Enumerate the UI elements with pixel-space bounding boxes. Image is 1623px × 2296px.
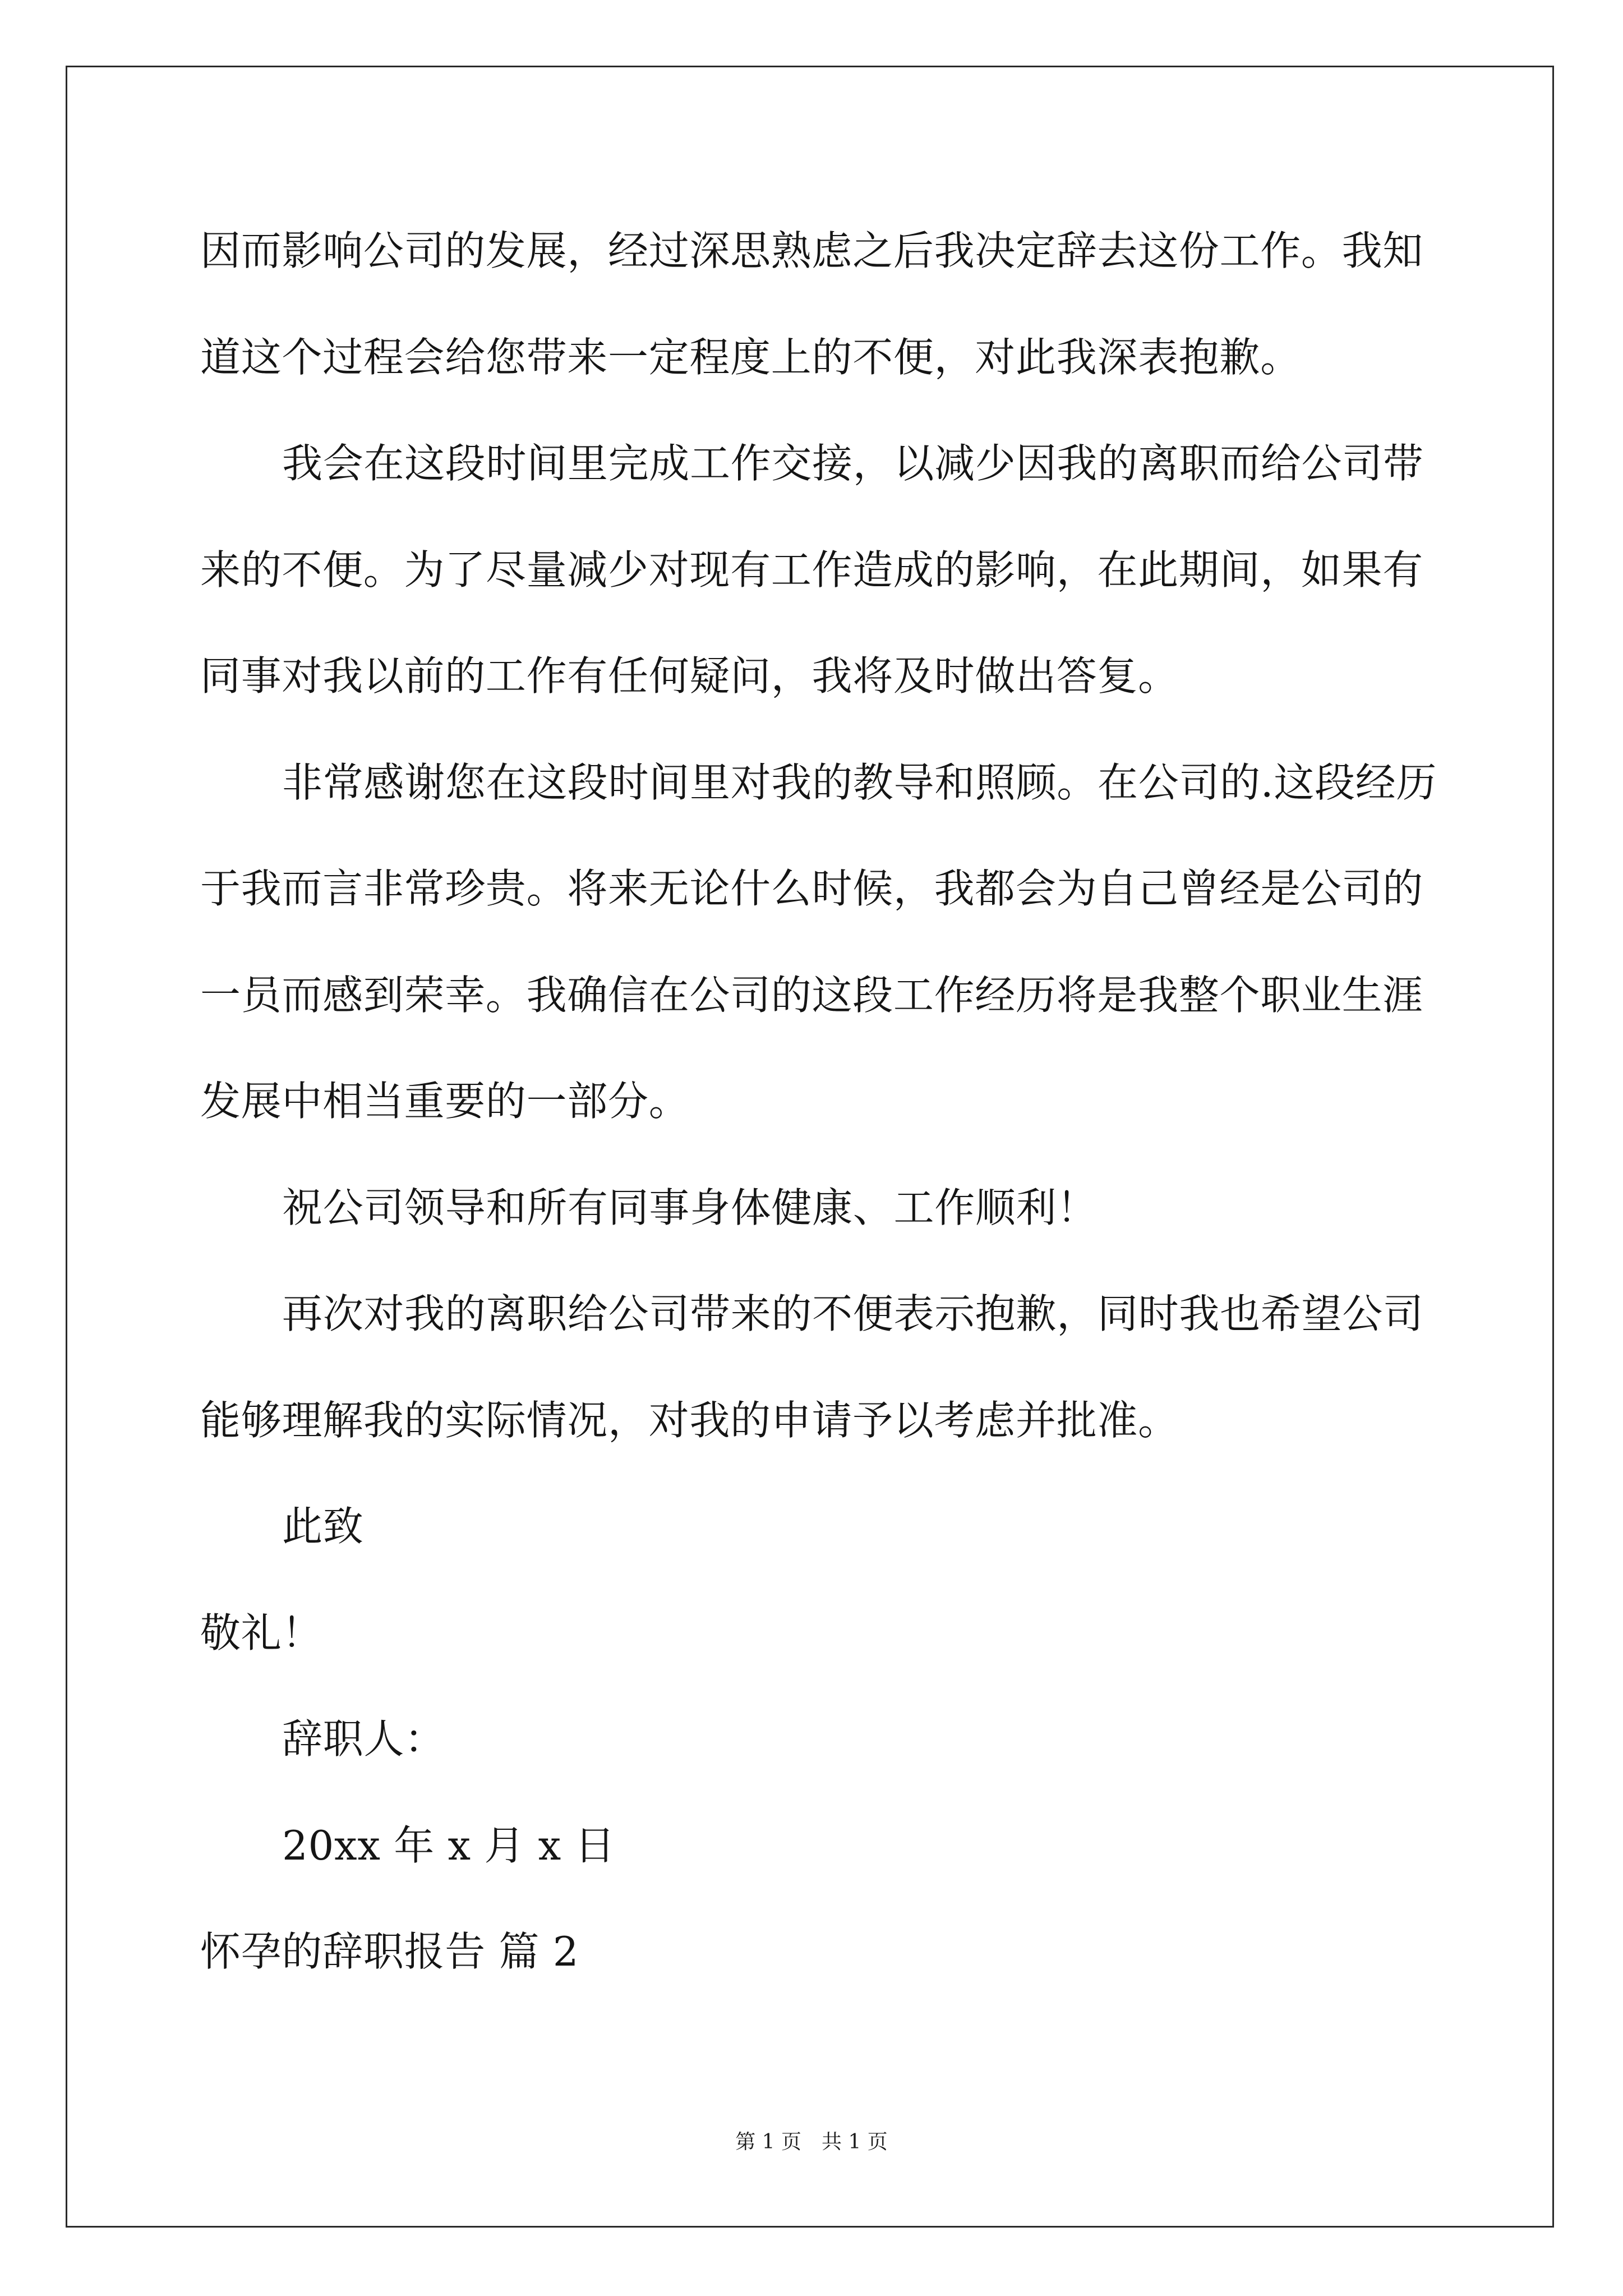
paragraph: [200, 1261, 1468, 1474]
text-line: 同事对我以前的工作有任何疑问，我将及时做出答复。: [200, 652, 1179, 700]
text-line: 来的不便。为了尽量减少对现有工作造成的影响，在此期间，如果有: [200, 546, 1424, 593]
text-line: 非常感谢您在这段时间里对我的教导和照顾。在公司的.这段经历: [282, 758, 1437, 806]
paragraph: [200, 411, 1468, 730]
paragraph: [200, 730, 1468, 1155]
paragraph: [200, 1155, 1468, 1262]
document-body: [200, 198, 1468, 2005]
text-line: 能够理解我的实际情况，对我的申请予以考虑并批准。: [200, 1396, 1179, 1444]
footer-page-number: 第 1 页 共 1 页: [735, 2131, 888, 2154]
closing-line: 此致: [282, 1503, 364, 1550]
text-line: 于我而言非常珍贵。将来无论什么时候，我都会为自己曾经是公司的: [200, 865, 1424, 912]
paragraph: [200, 198, 1468, 411]
salutation-line: 敬礼！: [200, 1609, 323, 1657]
signer-label: 辞职人：: [282, 1715, 445, 1763]
text-line: 发展中相当重要的一部分。: [200, 1078, 690, 1125]
date-line: 20xx 年 x 月 x 日: [282, 1821, 616, 1869]
text-line: 我会在这段时间里完成工作交接，以减少因我的离职而给公司带: [282, 440, 1424, 487]
text-line: 再次对我的离职给公司带来的不便表示抱歉，同时我也希望公司: [282, 1290, 1424, 1337]
text-line: 因而影响公司的发展，经过深思熟虑之后我决定辞去这份工作。我知: [200, 227, 1424, 274]
text-line: 一员而感到荣幸。我确信在公司的这段工作经历将是我整个职业生涯: [200, 971, 1424, 1019]
text-line: 祝公司领导和所有同事身体健康、工作顺利！: [282, 1184, 1098, 1231]
text-line: 道这个过程会给您带来一定程度上的不便，对此我深表抱歉。: [200, 333, 1301, 381]
section-heading: 怀孕的辞职报告 篇 2: [200, 1928, 579, 1975]
